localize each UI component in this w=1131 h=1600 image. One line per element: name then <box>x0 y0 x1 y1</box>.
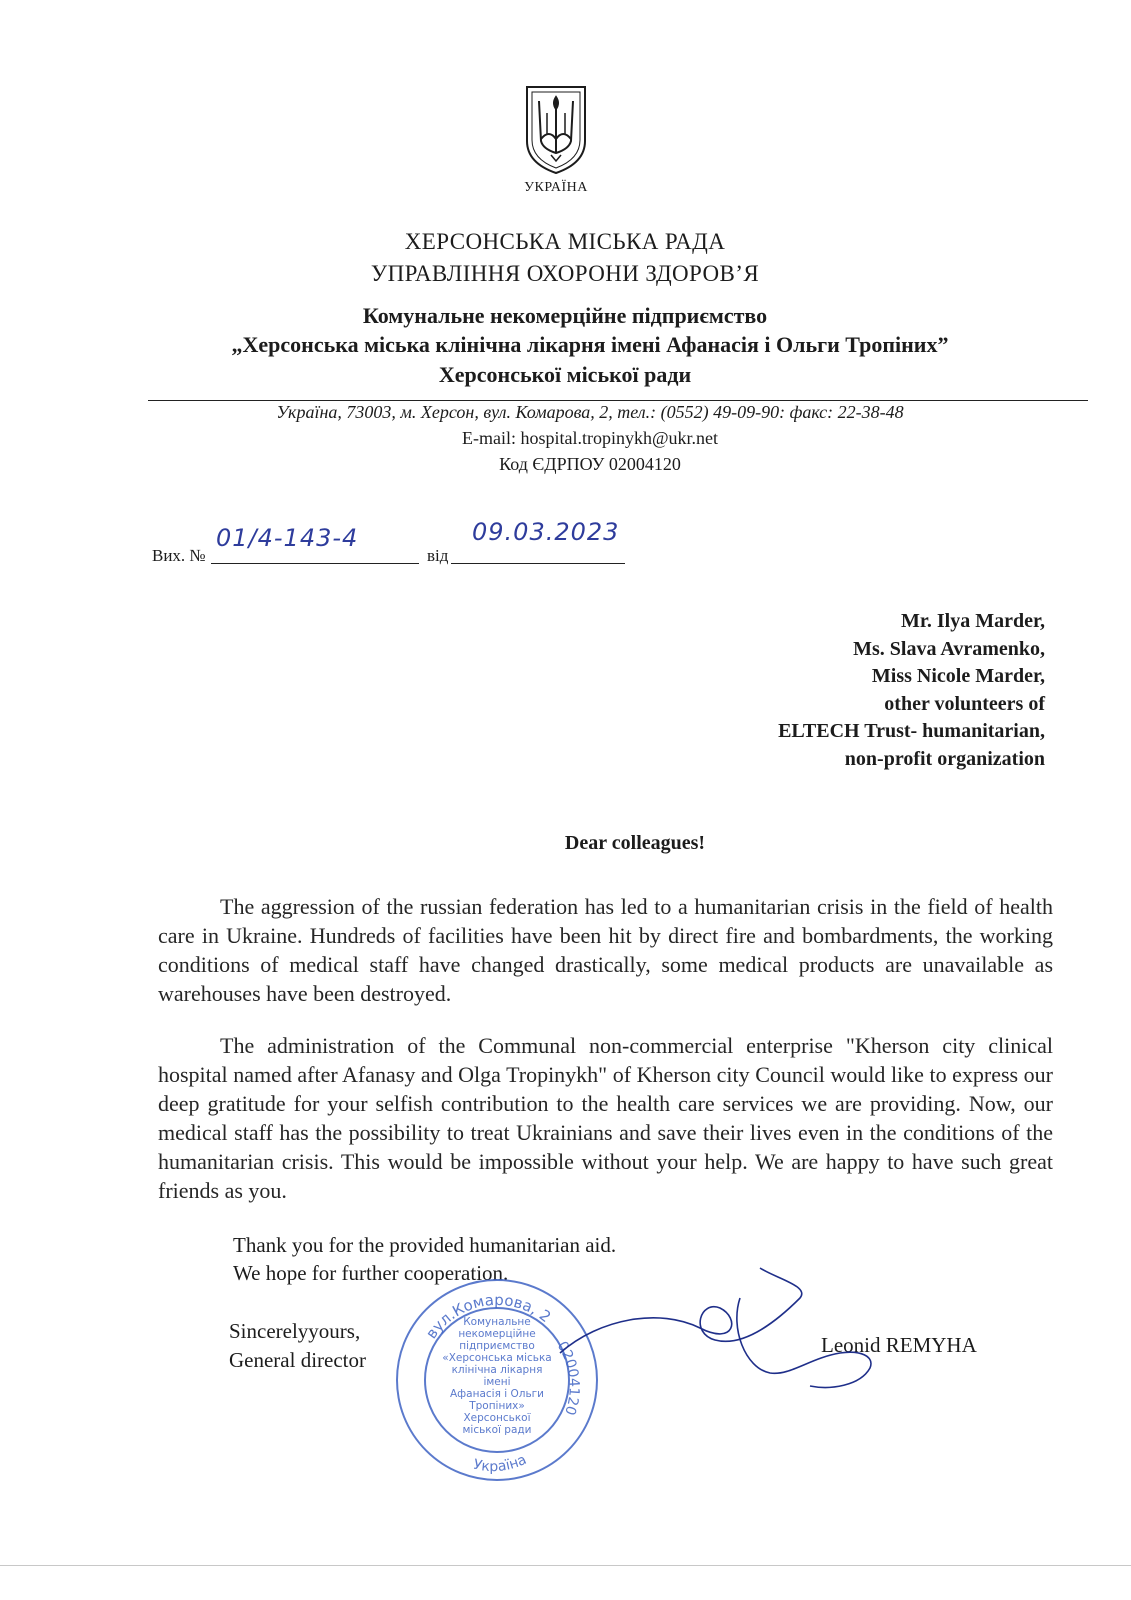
city-council-title: ХЕРСОНСЬКА МІСЬКА РАДА <box>404 229 726 254</box>
thanks-line-2: We hope for further cooperation. <box>233 1261 509 1285</box>
outgoing-number-label: Вих. № <box>152 546 206 565</box>
svg-text:«Херсонська міська: «Херсонська міська <box>442 1352 552 1364</box>
number-underline <box>211 563 419 564</box>
postal-address: Україна, 73003, м. Херсон, вул. Комарова, 2, тел.: (0552) 49-09-90: факс: 22-38-48 <box>276 402 904 422</box>
closing-block <box>229 1317 366 1375</box>
date-underline <box>451 563 625 564</box>
email-line: E-mail: hospital.tropinykh@ukr.net <box>461 428 719 448</box>
signer-title: General director <box>229 1348 367 1372</box>
addressee-line: ELTECH Trust- humanitarian, <box>778 720 1045 742</box>
header-divider <box>148 400 1088 401</box>
svg-text:Комунальне: Комунальне <box>463 1316 531 1328</box>
date-handwritten: 09.03.2023 <box>472 518 620 546</box>
svg-text:клінічна лікарня: клінічна лікарня <box>451 1364 543 1376</box>
date-label: від <box>427 546 449 565</box>
signer-name: Leonid REMYHA <box>821 1333 977 1357</box>
emblem-caption: УКРАЇНА <box>524 180 588 195</box>
thanks-line-1: Thank you for the provided humanitarian aid. <box>233 1233 617 1257</box>
handwritten-signature-icon <box>540 1258 880 1408</box>
hospital-council: Херсонської міської ради <box>438 362 692 387</box>
addressee-line: other volunteers of <box>884 692 1045 715</box>
addressee-block <box>778 608 1045 773</box>
salutation: Dear colleagues! <box>564 832 706 854</box>
svg-text:Херсонської: Херсонської <box>463 1412 531 1424</box>
hospital-name: „Херсонська міська клінічна лікарня імені Афанасія і Ольги Тропіних” <box>231 332 949 357</box>
closing-line: Sincerelyyours, <box>229 1319 361 1343</box>
scan-edge-line <box>0 1565 1131 1566</box>
body-paragraph-1 <box>158 892 1053 1008</box>
addressee-line: Ms. Slava Avramenko, <box>853 637 1045 660</box>
health-department-title: УПРАВЛІННЯ ОХОРОНИ ЗДОРОВ’Я <box>370 261 760 286</box>
svg-text:міської ради: міської ради <box>462 1424 532 1436</box>
svg-text:вул.Комарова, 2: вул.Комарова, 2 <box>422 1290 555 1343</box>
svg-text:02004120: 02004120 <box>553 1338 582 1417</box>
svg-text:підприємство: підприємство <box>459 1340 535 1352</box>
edrpou-code: Код ЄДРПОУ 02004120 <box>499 454 681 474</box>
addressee-line: Miss Nicole Marder, <box>871 665 1045 687</box>
addressee-line: non-profit organization <box>844 747 1045 770</box>
addressee-line: Mr. Ilya Marder, <box>900 610 1045 632</box>
svg-text:Афанасія і Ольги: Афанасія і Ольги <box>450 1388 544 1400</box>
svg-text:Тропіних»: Тропіних» <box>469 1400 525 1412</box>
svg-text:Україна: Україна <box>471 1451 529 1476</box>
svg-text:некомерційне: некомерційне <box>458 1328 536 1340</box>
enterprise-type: Комунальне некомерційне підприємство <box>362 303 768 328</box>
outgoing-number-handwritten: 01/4-143-4 <box>216 524 359 552</box>
ukraine-trident-emblem-icon <box>523 83 589 175</box>
body-paragraph-2 <box>158 1031 1053 1205</box>
paragraph-text: The aggression of the russian federation has led to a humanitarian crisis in the field of health care in Ukraine. Hundreds of facilities have been hit by direct fire and bombardments, the working conditions of medical staff have changed drastically, some medical products are unavailable as warehouses have been destroyed. <box>158 894 1053 1006</box>
svg-text:імені: імені <box>483 1376 511 1388</box>
paragraph-text: The administration of the Communal non-commercial enterprise "Kherson city clinical hospital named after Afanasy and Olga Tropinykh" of Kherson city Council would like to express our deep gratitude for your selfish contribution to the health care services we are providing. Now, our medical staff has the possibility to treat Ukrainians and save their lives even in the conditions of the humanitarian crisis. This would be impossible without your help. We are happy to have such great friends as you. <box>158 1033 1053 1203</box>
